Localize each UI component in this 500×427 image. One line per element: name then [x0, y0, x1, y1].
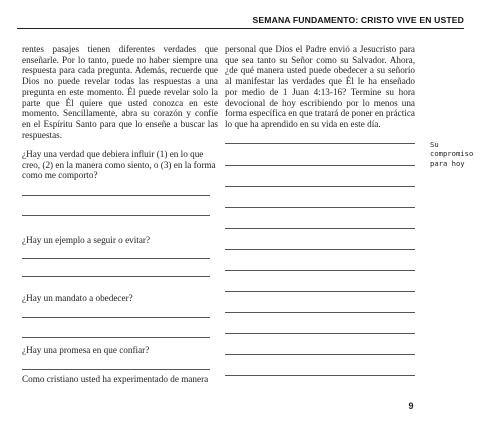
commitment-line [225, 249, 415, 250]
left-column [22, 44, 218, 140]
question-4: ¿Hay una promesa en que confiar? [22, 345, 150, 355]
commitment-line [225, 165, 415, 166]
answer-line [22, 317, 210, 318]
answer-line [22, 369, 210, 370]
header-rule [17, 28, 464, 29]
margin-note-line: compromiso [430, 149, 474, 159]
left-paragraph: rentes pasajes tienen diferentes verdades que enseñarle. Por lo tanto, puede no haber siempre una respuesta para cada pregunta. Además, recuerde que Dios no puede revelar todas las respuestas a una pregunta en este momento. Él puede revelar solo la parte que Él quiere que usted conozca en este momento. Sencillamente, abra su corazón y confíe en el Espíritu Santo para que lo enseñe a buscar las respuestas. [22, 44, 218, 140]
answer-line [22, 195, 210, 196]
commitment-line [225, 312, 415, 313]
running-header: SEMANA FUNDAMENTO: CRISTO VIVE EN USTED [252, 15, 464, 25]
commitment-line [225, 291, 415, 292]
commitment-line [225, 333, 415, 334]
answer-line [22, 276, 210, 277]
answer-line [22, 258, 210, 259]
commitment-line [225, 186, 415, 187]
margin-note [430, 140, 490, 168]
trailing-line: Como cristiano usted ha experimentado de manera [22, 374, 209, 384]
margin-note-line: Su [430, 140, 439, 149]
page-number: 9 [408, 401, 414, 411]
answer-line [22, 337, 210, 338]
margin-note-line: para hoy [430, 158, 465, 168]
commitment-line [225, 270, 415, 271]
commitment-line [225, 354, 415, 355]
commitment-line [225, 375, 415, 376]
commitment-line [225, 143, 415, 144]
right-column [225, 44, 415, 130]
right-paragraph: personal que Dios el Padre envió a Jesucristo para que sea tanto su Señor como su Salvador. Ahora, ¿de qué manera usted puede obedecer a su señorío al manifestar las verdades que Él le ha enseñado por medio de 1 Juan 4:13-16? Termine su hora devocional de hoy escribiendo por lo menos una forma específica en que tratará de poner en práctica lo que ha aprendido en su vida en este día. [225, 44, 415, 129]
commitment-line [225, 228, 415, 229]
commitment-line [225, 207, 415, 208]
answer-line [22, 215, 210, 216]
question-2: ¿Hay un ejemplo a seguir o evitar? [22, 235, 151, 245]
question-1: ¿Hay una verdad que debiera influir (1) en lo que creo, (2) en la manera como siento, o (3) en la forma como me comporto? [22, 149, 216, 181]
question-3: ¿Hay un mandato a obedecer? [22, 293, 133, 303]
